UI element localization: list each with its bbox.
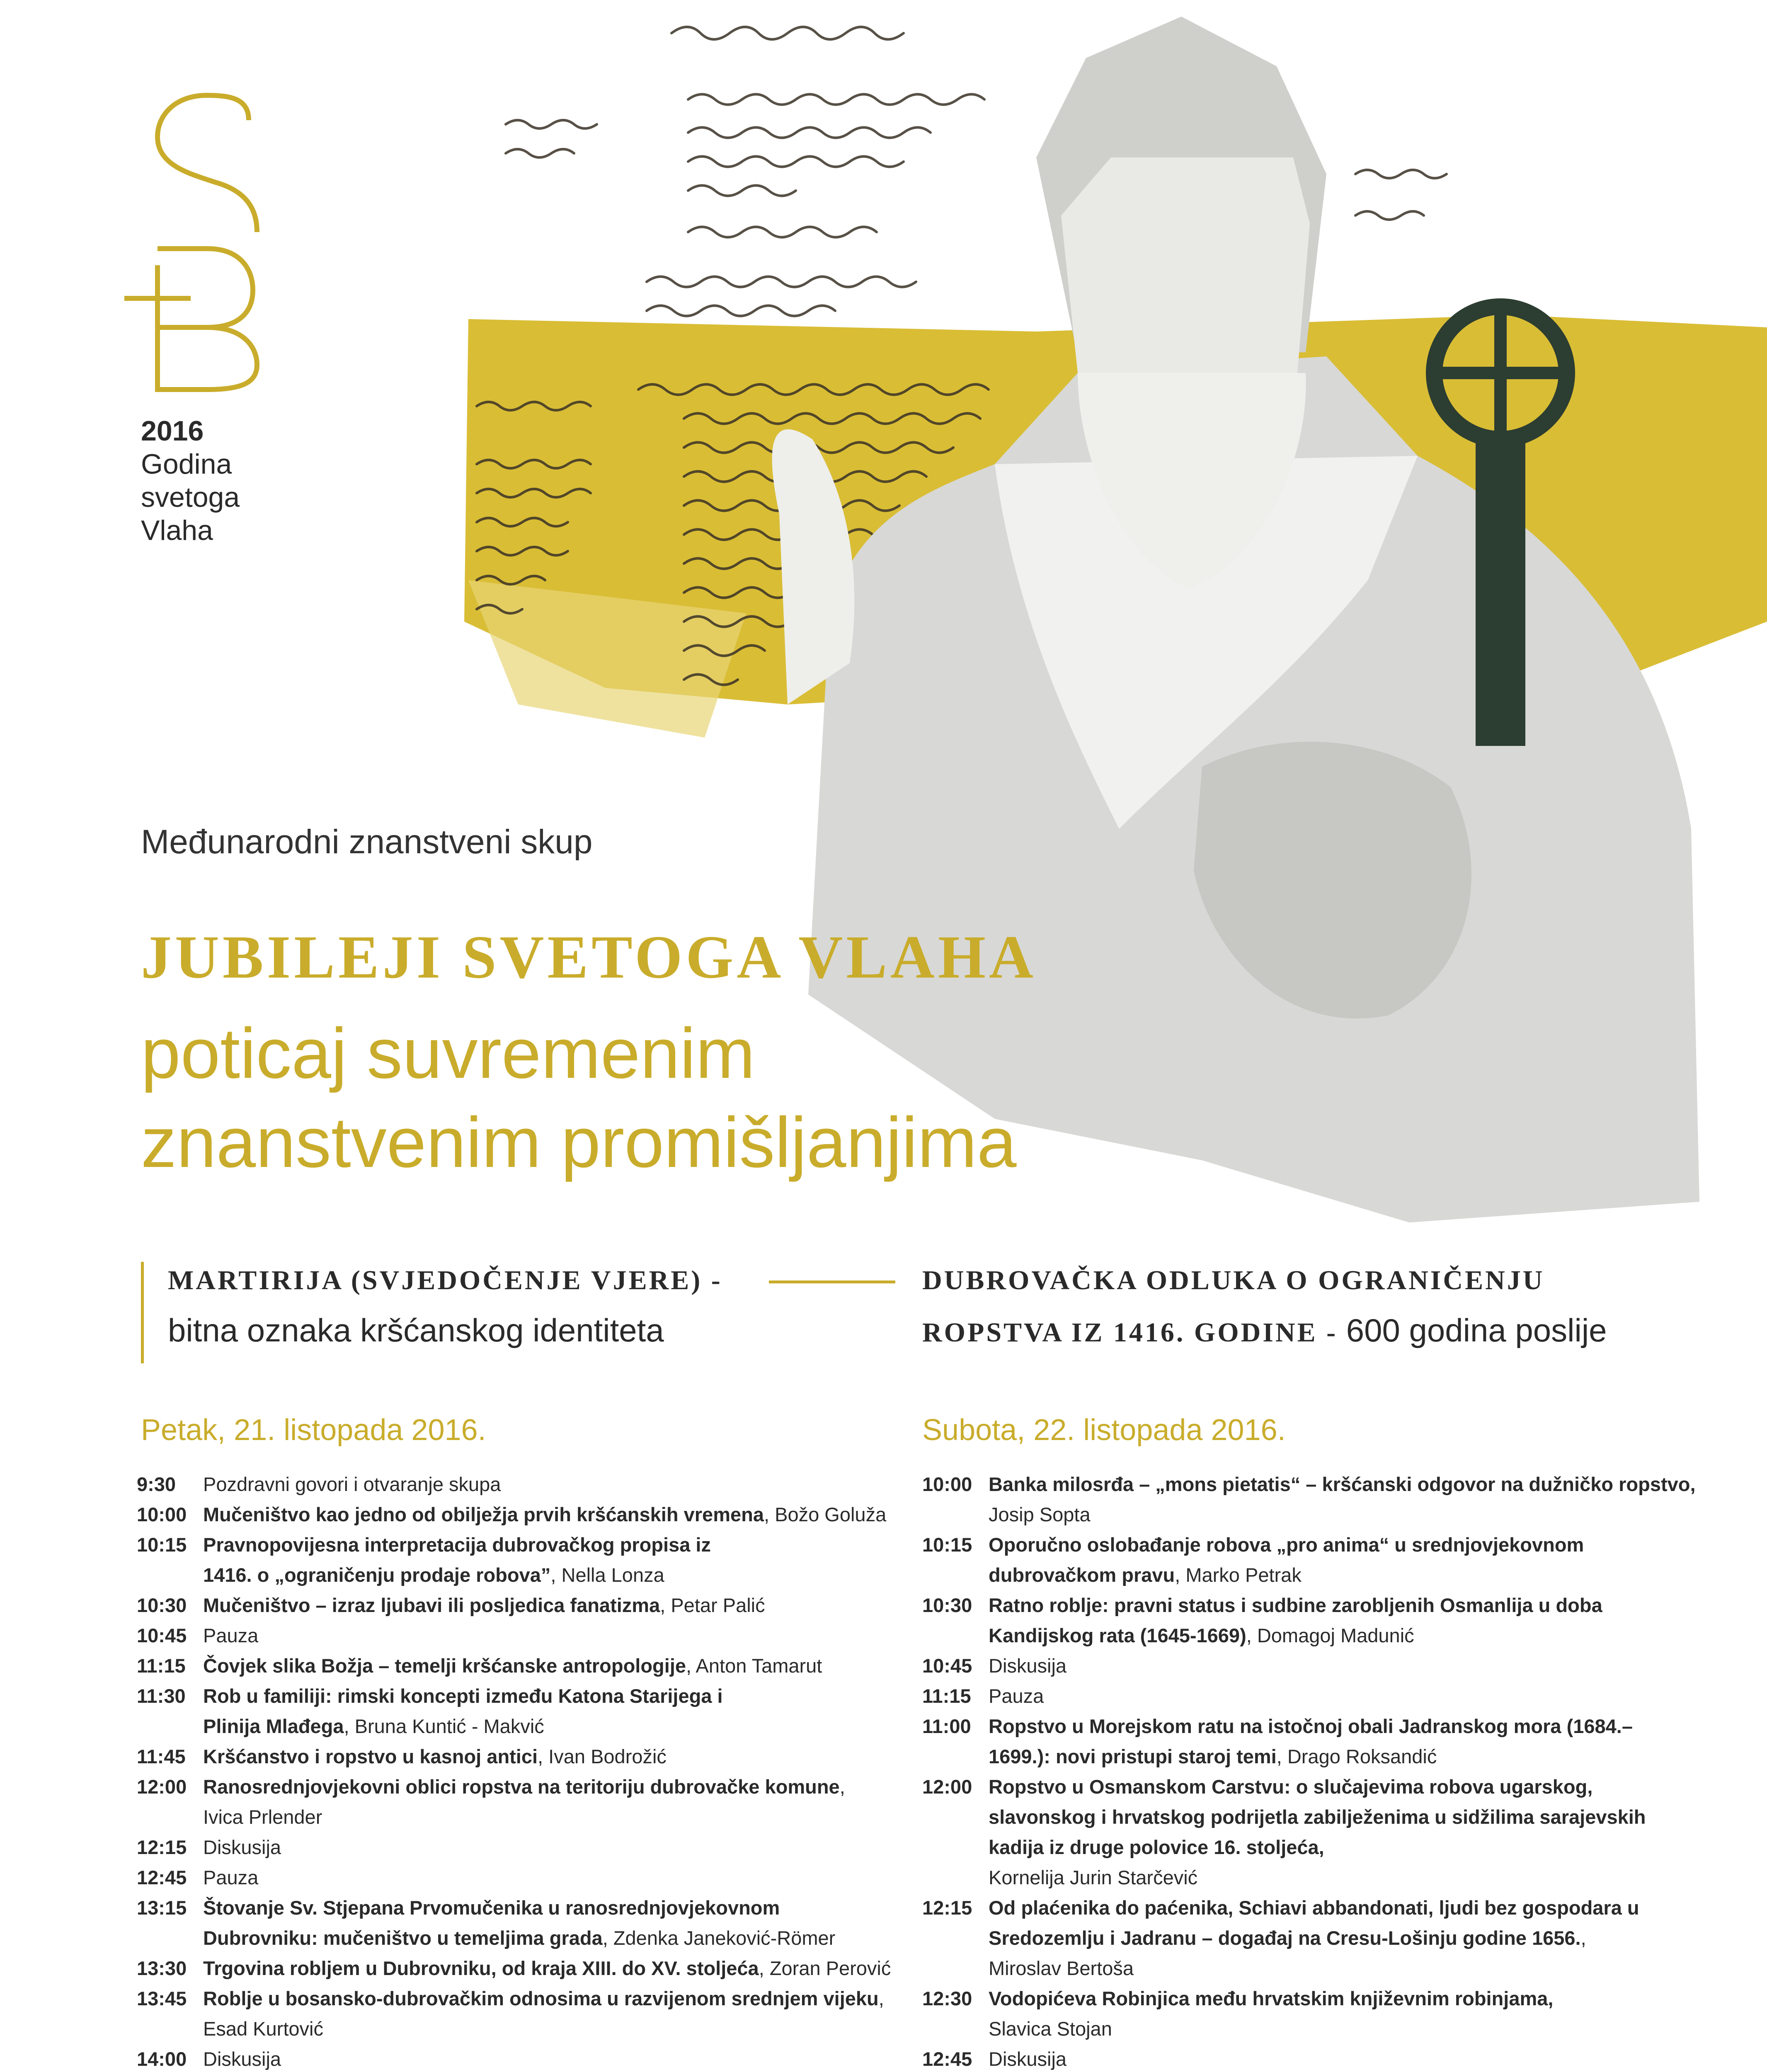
session-title: Štovanje Sv. Stjepana Prvomučenika u ranosrednjovjekovnom — [203, 1897, 780, 1919]
left-theme — [168, 1256, 722, 1355]
schedule-entry — [989, 1560, 1710, 1590]
schedule-row — [922, 1983, 1710, 2014]
right-theme — [922, 1256, 1607, 1358]
schedule-time: 13:15 — [137, 1897, 187, 1919]
schedule-row — [922, 1772, 1710, 1802]
schedule-entry — [989, 1862, 1710, 1893]
session-title: Od plaćenika do paćenika, Schiavi abbandonati, ljudi bez gospodara u — [989, 1897, 1639, 1919]
schedule-entry — [203, 1923, 924, 1953]
session-detail: Miroslav Bertoša — [989, 1957, 1134, 1979]
session-detail: , Anton Tamarut — [686, 1655, 822, 1677]
schedule-entry — [203, 1711, 924, 1741]
schedule-time — [137, 1560, 203, 1590]
schedule-row — [922, 1832, 1710, 1862]
schedule-row — [137, 1530, 924, 1560]
schedule-entry — [203, 1530, 924, 1560]
schedule-entry — [203, 1741, 924, 1772]
session-title: Sredozemlju i Jadranu – događaj na Cresu-Lošinju godine 1656. — [989, 1927, 1581, 1949]
schedule-time: 12:15 — [922, 1897, 972, 1919]
session-detail: Slavica Stojan — [989, 2018, 1112, 2040]
session-detail: Diskusija — [989, 1655, 1067, 1677]
schedule-row — [137, 1741, 924, 1772]
schedule-row — [922, 1590, 1710, 1620]
session-detail: , Drago Roksandić — [1276, 1745, 1437, 1767]
session-title: dubrovačkom pravu — [989, 1564, 1175, 1586]
schedule-entry — [203, 2044, 924, 2072]
schedule-entry — [989, 1590, 1710, 1620]
schedule-entry — [203, 1893, 924, 1923]
schedule-entry — [989, 1953, 1710, 1983]
schedule-entry — [989, 1651, 1710, 1681]
schedule-time: 13:30 — [137, 1957, 187, 1979]
schedule-row — [137, 1560, 924, 1590]
right-theme-caps-1: DUBROVAČKA ODLUKA O OGRANIČENJU — [922, 1265, 1545, 1295]
schedule-entry — [203, 1772, 924, 1802]
session-detail: , Petar Palić — [660, 1594, 765, 1616]
schedule-entry — [989, 1530, 1710, 1560]
schedule-time — [922, 1741, 989, 1772]
schedule-row — [137, 1499, 924, 1530]
session-title: Banka milosrđa – „mons pietatis“ – kršćanski odgovor na dužničko ropstvo, — [989, 1473, 1696, 1495]
sb-monogram-logo — [124, 95, 257, 390]
session-detail: Diskusija — [203, 2048, 281, 2070]
schedule-row — [137, 1620, 924, 1651]
schedule-entry — [203, 1983, 924, 2014]
schedule-row — [137, 1983, 924, 2014]
right-theme-caps-2: ROPSTVA IZ 1416. GODINE - — [922, 1317, 1338, 1348]
right-day-heading: Subota, 22. listopada 2016. — [922, 1414, 1286, 1447]
session-detail: Kornelija Jurin Starčević — [989, 1866, 1198, 1888]
session-title: kadija iz druge polovice 16. stoljeća, — [989, 1836, 1324, 1858]
title-line-2: znanstvenim promišljanjima — [141, 1103, 1017, 1182]
schedule-row — [137, 1590, 924, 1620]
left-day-heading: Petak, 21. listopada 2016. — [141, 1414, 486, 1447]
session-detail: Pauza — [203, 1866, 259, 1888]
schedule-entry — [989, 1772, 1710, 1802]
schedule-time: 10:45 — [137, 1624, 187, 1646]
schedule-row — [137, 2014, 924, 2044]
schedule-time: 14:00 — [137, 2048, 187, 2070]
logo-line-1: Godina — [141, 448, 232, 480]
session-title: Ratno roblje: pravni status i sudbine zarobljenih Osmanlija u doba — [989, 1594, 1602, 1616]
conference-subtitle-gold — [141, 1009, 1017, 1187]
session-title: Vodopićeva Robinjica među hrvatskim književnim robinjama, — [989, 1987, 1554, 2009]
schedule-row — [137, 1772, 924, 1802]
schedule-time: 10:00 — [137, 1503, 187, 1525]
session-title: Roblje u bosansko-dubrovačkim odnosima u razvijenom srednjem vijeku — [203, 1987, 879, 2009]
schedule-entry — [203, 1590, 924, 1620]
session-title: Pravnopovijesna interpretacija dubrovačkog propisa iz — [203, 1534, 711, 1556]
logo-line-2: svetoga — [141, 482, 240, 513]
schedule-row — [922, 2044, 1710, 2072]
schedule-row — [137, 1953, 924, 1983]
right-theme-rest: 600 godina poslije — [1346, 1312, 1607, 1348]
schedule-time — [922, 1862, 989, 1893]
left-theme-caps: MARTIRIJA (SVJEDOČENJE VJERE) - — [168, 1265, 722, 1295]
session-detail: , Božo Goluža — [764, 1503, 887, 1525]
schedule-time: 10:15 — [137, 1534, 187, 1556]
schedule-time — [922, 1953, 989, 1983]
schedule-row — [137, 1923, 924, 1953]
schedule-time: 12:00 — [137, 1776, 187, 1798]
schedule-time: 11:15 — [922, 1685, 971, 1707]
schedule-entry — [989, 1741, 1710, 1772]
schedule-entry — [203, 1681, 924, 1711]
schedule-entry — [203, 1953, 924, 1983]
schedule-entry — [203, 1469, 924, 1499]
session-detail: Pauza — [203, 1624, 259, 1646]
session-title: Mučeništvo kao jedno od obilježja prvih kršćanskih vremena — [203, 1503, 764, 1525]
session-detail: , — [878, 1987, 884, 2009]
schedule-time: 10:30 — [137, 1594, 187, 1616]
schedule-entry — [989, 1983, 1710, 2014]
schedule-row — [922, 1499, 1710, 1530]
logo-year-caption — [141, 414, 240, 547]
schedule-row — [922, 1953, 1710, 1983]
schedule-time: 12:45 — [922, 2048, 972, 2070]
schedule-row — [137, 1681, 924, 1711]
schedule-entry — [989, 1832, 1710, 1862]
logo-line-3: Vlaha — [141, 515, 213, 546]
schedule-time: 9:30 — [137, 1473, 176, 1495]
schedule-row — [922, 1560, 1710, 1590]
schedule-row — [922, 1802, 1710, 1832]
schedule-time: 12:45 — [137, 1866, 187, 1888]
schedule-entry — [989, 1802, 1710, 1832]
schedule-time — [922, 1620, 989, 1651]
schedule-row — [922, 1651, 1710, 1681]
schedule-entry — [203, 1651, 924, 1681]
session-title: Rob u familiji: rimski koncepti između Katona Starijega i — [203, 1685, 723, 1707]
schedule-entry — [989, 1711, 1710, 1741]
session-title: 1416. o „ograničenju prodaje robova” — [203, 1564, 551, 1586]
schedule-time — [137, 1802, 203, 1832]
schedule-row — [922, 2014, 1710, 2044]
schedule-row — [137, 1469, 924, 1499]
schedule-time: 12:30 — [922, 1987, 972, 2009]
session-title: Čovjek slika Božja – temelji kršćanske antropologije — [203, 1655, 686, 1677]
schedule-row — [137, 1651, 924, 1681]
schedule-time: 10:15 — [922, 1534, 972, 1556]
schedule-row — [922, 1530, 1710, 1560]
session-detail: , — [1580, 1927, 1586, 1949]
schedule-entry — [203, 1802, 924, 1832]
conference-title: JUBILEJI SVETOGA VLAHA — [141, 923, 1037, 991]
schedule-row — [137, 1862, 924, 1893]
left-theme-rest: bitna oznaka kršćanskog identiteta — [168, 1312, 664, 1348]
session-detail: , Ivan Bodrožić — [538, 1745, 667, 1767]
session-detail: Pozdravni govori i otvaranje skupa — [203, 1473, 501, 1495]
schedule-time: 11:45 — [137, 1745, 186, 1767]
schedule-row — [922, 1711, 1710, 1741]
session-detail: , Bruna Kuntić - Makvić — [344, 1715, 544, 1737]
schedule-entry — [203, 1620, 924, 1651]
session-detail: , — [839, 1776, 845, 1798]
session-title: 1699.): novi pristupi staroj temi — [989, 1745, 1277, 1767]
session-detail: Pauza — [989, 1685, 1044, 1707]
schedule-row — [137, 1802, 924, 1832]
right-schedule — [922, 1469, 1710, 2072]
schedule-time — [922, 1923, 989, 1953]
session-detail: , Marko Petrak — [1175, 1564, 1302, 1586]
logo-year: 2016 — [141, 415, 204, 447]
conference-subtitle: Međunarodni znanstveni skup — [141, 823, 593, 861]
schedule-row — [137, 2044, 924, 2072]
session-title: Oporučno oslobađanje robova „pro anima“ u srednjovjekovnom — [989, 1534, 1584, 1556]
schedule-entry — [203, 1862, 924, 1893]
schedule-time — [922, 2014, 989, 2044]
schedule-time: 11:15 — [137, 1655, 186, 1677]
schedule-time: 12:00 — [922, 1776, 972, 1798]
schedule-entry — [989, 1923, 1710, 1953]
schedule-time: 11:00 — [922, 1715, 971, 1737]
session-title: Kršćanstvo i ropstvo u kasnoj antici — [203, 1745, 538, 1767]
session-detail: , Nella Lonza — [550, 1564, 664, 1586]
schedule-time — [137, 1923, 203, 1953]
schedule-entry — [203, 1560, 924, 1590]
session-detail: Josip Sopta — [989, 1503, 1091, 1525]
session-title: Mučeništvo – izraz ljubavi ili posljedica fanatizma — [203, 1594, 660, 1616]
schedule-row — [922, 1620, 1710, 1651]
schedule-entry — [203, 1499, 924, 1530]
schedule-time: 10:45 — [922, 1655, 972, 1677]
schedule-time: 12:15 — [137, 1836, 187, 1858]
schedule-entry — [989, 1469, 1710, 1499]
schedule-row — [137, 1711, 924, 1741]
session-detail: Diskusija — [989, 2048, 1067, 2070]
session-title: Dubrovniku: mučeništvo u temeljima grada — [203, 1927, 603, 1949]
schedule-row — [922, 1893, 1710, 1923]
schedule-time — [137, 2014, 203, 2044]
session-detail: Diskusija — [203, 1836, 281, 1858]
left-theme-bar — [141, 1262, 144, 1363]
session-title: Kandijskog rata (1645-1669) — [989, 1624, 1246, 1646]
schedule-time: 13:45 — [137, 1987, 187, 2009]
schedule-entry — [203, 2014, 924, 2044]
schedule-entry — [989, 2044, 1710, 2072]
schedule-entry — [989, 2014, 1710, 2044]
session-detail: , Zdenka Janeković-Römer — [602, 1927, 836, 1949]
session-title: slavonskog i hrvatskog podrijetla zabilježenima u sidžilima sarajevskih — [989, 1806, 1646, 1828]
schedule-time: 10:30 — [922, 1594, 972, 1616]
theme-divider — [769, 1280, 895, 1283]
schedule-row — [922, 1923, 1710, 1953]
schedule-entry — [203, 1832, 924, 1862]
schedule-time — [922, 1832, 989, 1862]
session-title: Ropstvo u Osmanskom Carstvu: o slučajevima robova ugarskog, — [989, 1776, 1593, 1798]
schedule-time — [137, 1711, 203, 1741]
schedule-row — [137, 1832, 924, 1862]
schedule-row — [922, 1681, 1710, 1711]
schedule-entry — [989, 1620, 1710, 1651]
left-schedule — [137, 1469, 924, 2072]
schedule-time: 10:00 — [922, 1473, 972, 1495]
schedule-time — [922, 1560, 989, 1590]
session-title: Ropstvo u Morejskom ratu na istočnoj obali Jadranskog mora (1684.– — [989, 1715, 1633, 1737]
schedule-time — [922, 1499, 989, 1530]
schedule-row — [922, 1741, 1710, 1772]
schedule-row — [137, 1893, 924, 1923]
session-detail: Esad Kurtović — [203, 2018, 323, 2040]
title-line-1: poticaj suvremenim — [141, 1014, 755, 1093]
session-title: Ranosrednjovjekovni oblici ropstva na teritoriju dubrovačke komune — [203, 1776, 840, 1798]
schedule-entry — [989, 1681, 1710, 1711]
schedule-entry — [989, 1499, 1710, 1530]
session-detail: , Zoran Perović — [759, 1957, 891, 1979]
session-title: Plinija Mlađega — [203, 1715, 344, 1737]
schedule-row — [922, 1862, 1710, 1893]
schedule-time: 11:30 — [137, 1685, 186, 1707]
schedule-entry — [989, 1893, 1710, 1923]
schedule-row — [922, 1469, 1710, 1499]
schedule-time — [922, 1802, 989, 1832]
session-title: Trgovina robljem u Dubrovniku, od kraja XIII. do XV. stoljeća — [203, 1957, 759, 1979]
session-detail: , Domagoj Madunić — [1246, 1624, 1414, 1646]
session-detail: Ivica Prlender — [203, 1806, 322, 1828]
